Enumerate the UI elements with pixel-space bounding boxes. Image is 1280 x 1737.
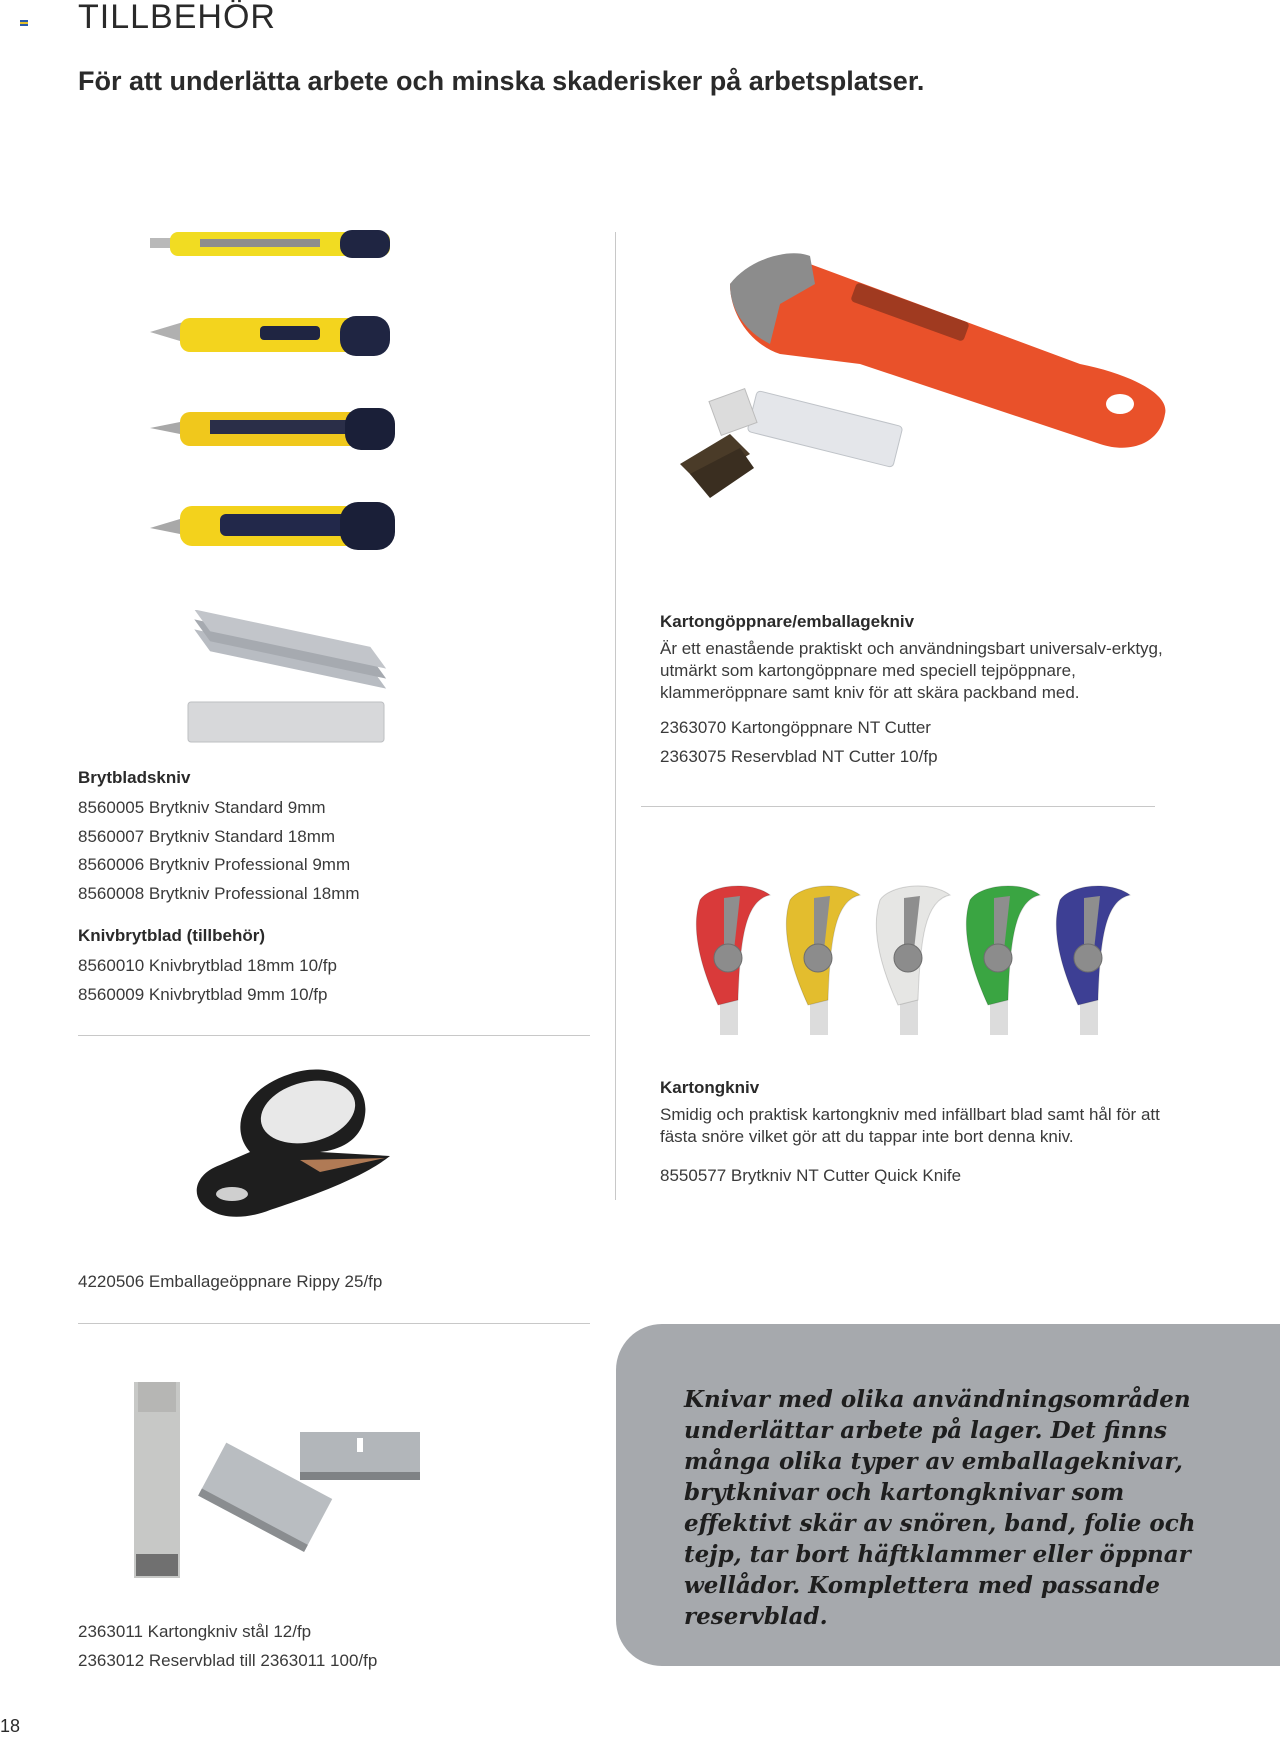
carton-opener-image (660, 244, 1180, 534)
product-line: 8560006 Brytkniv Professional 9mm (78, 855, 351, 875)
product-title-kartongkniv: Kartongkniv (660, 1078, 760, 1097)
product-title-kartongoppnare: Kartongöppnare/emballagekniv (660, 612, 915, 631)
product-description: Smidig och praktisk kartongkniv med infällbart blad samt hål för att fästa snöre vilket gör att du tappar inte bort denna kniv. (660, 1105, 1160, 1146)
snap-off-knives-image (140, 216, 450, 576)
quick-knife (786, 886, 860, 1035)
product-title-brytbladskniv: Brytbladskniv (78, 768, 191, 787)
column-divider (615, 232, 616, 1200)
steel-carton-knife-image (130, 1380, 430, 1580)
rippy-opener-image (180, 1060, 400, 1240)
callout-text: Knivar med olika användningsområden underlättar arbete på lager. Det finns många olika typer av emballageknivar, brytknivar och kartongknivar som effektivt skär av snören, band, folie och tejp, tar bort häftklammer eller öppnar wellådor. Komplettera med passande reservblad. (684, 1386, 1196, 1630)
quick-knife (876, 886, 950, 1035)
page-number: 18 (0, 1716, 21, 1736)
product-title-knivbrytblad: Knivbrytblad (tillbehör) (78, 926, 265, 945)
product-line: 8560007 Brytkniv Standard 18mm (78, 826, 336, 846)
product-line: 8560005 Brytkniv Standard 9mm (78, 798, 326, 817)
quick-knife (1056, 886, 1130, 1035)
section-divider (641, 806, 1155, 807)
product-description: Är ett enastående praktiskt och användningsbart universalv-erktyg, utmärkt som kartongöppnare med speciell tejpöppnare, klammeröppnare samt kniv för att skära packband med. (660, 639, 1163, 702)
product-line: 8550577 Brytkniv NT Cutter Quick Knife (660, 1166, 962, 1185)
product-line: 2363012 Reservblad till 2363011 100/fp (78, 1650, 378, 1670)
quick-knife (696, 886, 770, 1035)
page-subtitle: För att underlätta arbete och minska skaderisker på arbetsplatser. (78, 66, 925, 96)
snap-blades-image (180, 610, 400, 746)
product-line: 8560010 Knivbrytblad 18mm 10/fp (78, 956, 337, 975)
quick-knife (966, 886, 1040, 1035)
section-divider (78, 1323, 590, 1324)
product-line: 2363075 Reservblad NT Cutter 10/fp (660, 746, 938, 766)
product-line: 8560008 Brytkniv Professional 18mm (78, 883, 360, 903)
section-divider (78, 1035, 590, 1036)
page-title: TILLBEHÖR (78, 0, 276, 36)
product-line: 2363070 Kartongöppnare NT Cutter (660, 718, 931, 737)
product-line: 2363011 Kartongkniv stål 12/fp (78, 1622, 312, 1641)
callout-box (616, 1324, 1280, 1666)
flag-icon (20, 20, 28, 26)
quick-knives-image (690, 880, 1150, 1040)
product-line: 4220506 Emballageöppnare Rippy 25/fp (78, 1272, 383, 1291)
product-line: 8560009 Knivbrytblad 9mm 10/fp (78, 984, 328, 1004)
